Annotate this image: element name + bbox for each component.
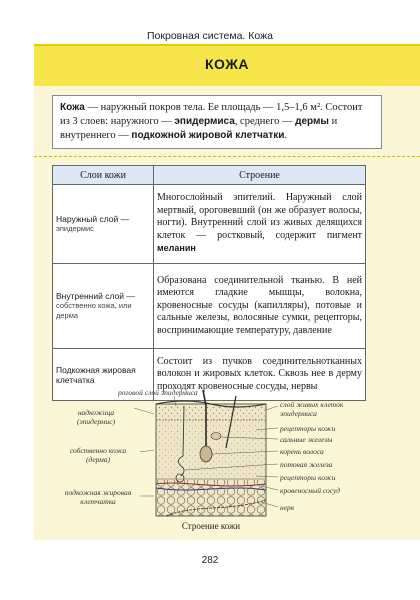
- label-dermis-line1: собственно кожа: [69, 446, 127, 455]
- label-sebaceous-glands: сальные железы: [280, 435, 333, 444]
- section-band: [34, 46, 420, 86]
- table-row: [53, 264, 366, 349]
- label-living-cells: [280, 400, 343, 418]
- figure-caption: Строение кожи: [181, 521, 241, 531]
- structure-text: Образована соединительной тканью. В ней имеются гладкие мышцы, волокна, кровеносные сосуды (капилляры), потовые и сальные железы, волосяные сумки, рецепторы, воспринимающие температуру, давление: [157, 274, 362, 336]
- label-dermis: [56, 446, 140, 464]
- label-epidermis: [56, 408, 136, 426]
- structure-text: Многослойный эпителий. Наружный слой мертвый, ороговевший (он же образует волосы, ногти). Внутренний слой из живых делящихся клеток — ростковый, содержит пигмент: [157, 192, 362, 241]
- definition-text-1: — наружный покров тела. Ее площадь — 1,5–1,6 м². Состоит из 3 слоев: наружного —: [60, 102, 363, 127]
- label-stratum-corneum: роговой слой эпидермиса: [118, 388, 198, 397]
- label-fat-line1: подкожная жировая: [64, 488, 132, 497]
- section-heading: КОЖА: [204, 56, 249, 72]
- label-receptors-1: рецепторы кожи: [280, 424, 336, 433]
- term-skin: Кожа: [60, 102, 85, 113]
- label-living-cells-line1: слой живых клеток: [280, 400, 344, 409]
- skin-structure-figure: [56, 388, 366, 536]
- term-epidermis: эпидермиса: [174, 116, 235, 127]
- page-header: [0, 0, 420, 44]
- structure-cell: [154, 264, 366, 349]
- running-title: Покровная система. Кожа: [147, 30, 273, 42]
- label-receptors-2: рецепторы кожи: [280, 473, 336, 482]
- label-blood-vessel: кровеносный сосуд: [280, 486, 341, 495]
- column-header-structure: Строение: [154, 166, 366, 185]
- definition-text-3: и внутреннего —: [60, 116, 338, 141]
- layer-name: Подкожная жировая клетчатка: [56, 364, 136, 385]
- layer-cell: [53, 264, 154, 349]
- definition-box: [52, 95, 382, 149]
- structure-bold: меланин: [157, 243, 196, 254]
- skin-layers-table: [52, 165, 366, 401]
- label-sweat-gland: потовая железа: [280, 460, 333, 469]
- term-dermis: дермы: [295, 116, 329, 127]
- term-subcutaneous-fat: подкожной жировой клетчатки: [131, 130, 285, 141]
- label-epidermis-line1: надкожица: [77, 408, 115, 417]
- definition-text-4: .: [284, 130, 288, 141]
- layer-name: Наружный слой —: [56, 214, 130, 224]
- structure-cell: [154, 185, 366, 264]
- table-header-row: [53, 166, 366, 185]
- label-nerve: нерв: [280, 503, 295, 512]
- table-row: [53, 185, 366, 264]
- definition-text-2: , среднего —: [234, 116, 296, 127]
- layer-subname: собственно кожа, или дерма: [56, 301, 132, 320]
- label-epidermis-line2: (эпидермис): [76, 417, 116, 426]
- label-living-cells-line2: эпидермиса: [280, 409, 317, 418]
- layer-subname: эпидермис: [56, 224, 94, 233]
- label-hair-root: корень волоса: [280, 447, 324, 456]
- layer-cell: [53, 185, 154, 264]
- dashed-divider: [34, 156, 420, 157]
- label-dermis-line2: (дерма): [85, 455, 111, 464]
- layer-name: Внутренний слой —: [56, 291, 135, 301]
- column-header-layers: Слои кожи: [53, 166, 154, 185]
- structure-text: Состоит из пучков соединительнотканных волокон и жировых клеток. Сквозь нее в дерму проходят кровеносные сосуды, нервы: [157, 355, 362, 392]
- page-number: 282: [201, 555, 219, 566]
- label-fat-line2: клетчатка: [80, 497, 116, 506]
- label-subcutaneous-fat: [56, 488, 140, 506]
